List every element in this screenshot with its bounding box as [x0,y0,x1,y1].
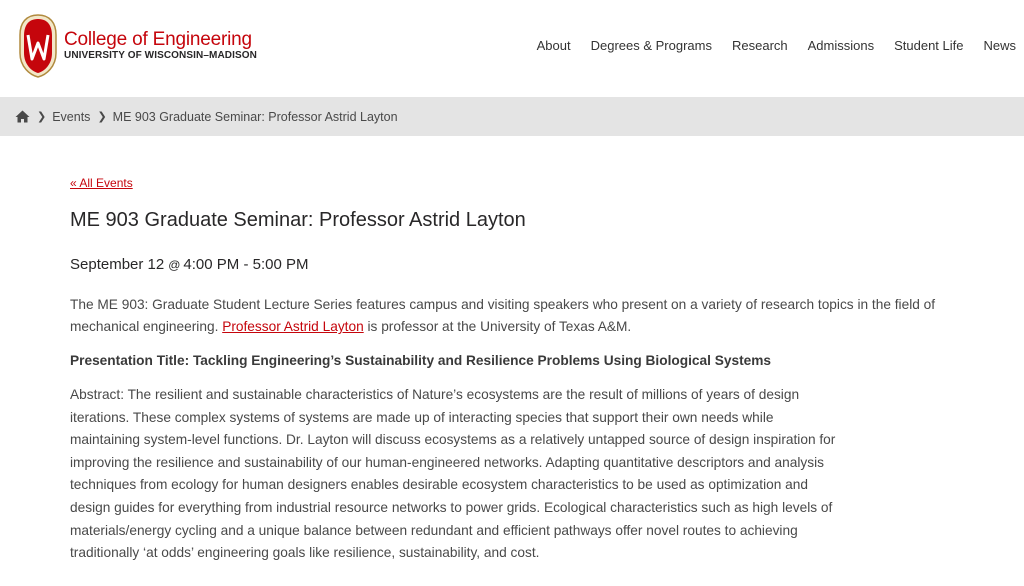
event-intro [70,294,1005,338]
chevron-right-icon: ❯ [97,111,107,123]
event-content [70,176,1010,565]
home-icon[interactable] [15,110,30,123]
page-title: ME 903 Graduate Seminar: Professor Astrid Layton [70,209,526,231]
uw-crest-icon [18,13,58,79]
brand-title[interactable]: College of Engineering [64,29,252,50]
nav-admissions[interactable]: Admissions [807,38,875,53]
breadcrumb [0,97,1024,136]
site-header [0,0,1024,97]
main-nav [517,38,1016,53]
breadcrumb-current: ME 903 Graduate Seminar: Professor Astrid Layton [112,109,398,124]
all-events-link[interactable]: « All Events [70,176,133,190]
nav-student-life[interactable]: Student Life [894,38,964,53]
breadcrumb-events[interactable]: Events [52,109,91,124]
abstract: Abstract: The resilient and sustainable characteristics of Nature’s ecosystems are the result of millions of years of design iterations. These complex systems of systems are made up of interacting species that support their own needs while maintaining system-level functions. Dr. Layton will discuss ecosystems as a relatively untapped source of design inspiration for improving the resilience and sustainability of our human-engineered networks. Adapting quantitative descriptors and analysis techniques from ecology for human designers enables desirable ecosystem characteristics to be used as optimization and design guides for everything from industrial resource networks to power grids. Ecological characteristics such as high levels of materials/energy cycling and a unique balance between redundant and efficient pathways offer novel routes to achieving traditionally ‘at odds’ engineering goals like resilience, sustainability, and cost. [70,387,836,561]
site-logo[interactable] [18,13,257,79]
nav-degrees-programs[interactable]: Degrees & Programs [590,38,712,53]
nav-about[interactable]: About [536,38,571,53]
intro-text-after: is professor at the University of Texas A&M. [363,319,632,334]
nav-news[interactable]: News [983,38,1016,53]
event-time: 4:00 PM - 5:00 PM [183,256,309,273]
speaker-link[interactable]: Professor Astrid Layton [222,319,364,334]
event-datetime [70,256,1010,273]
event-at: @ [168,258,181,272]
chevron-right-icon: ❯ [37,111,47,123]
nav-research[interactable]: Research [731,38,788,53]
intro-text-before: The ME 903: Graduate Student Lecture Series features campus and visiting speakers who present on a variety of research topics in the field of mechanical engineering. [70,297,936,334]
brand-subtitle: UNIVERSITY OF WISCONSIN–MADISON [64,50,257,61]
event-date: September 12 [70,256,165,273]
presentation-title: Presentation Title: Tackling Engineering’s Sustainability and Resilience Problems Using Biological Systems [70,353,772,368]
